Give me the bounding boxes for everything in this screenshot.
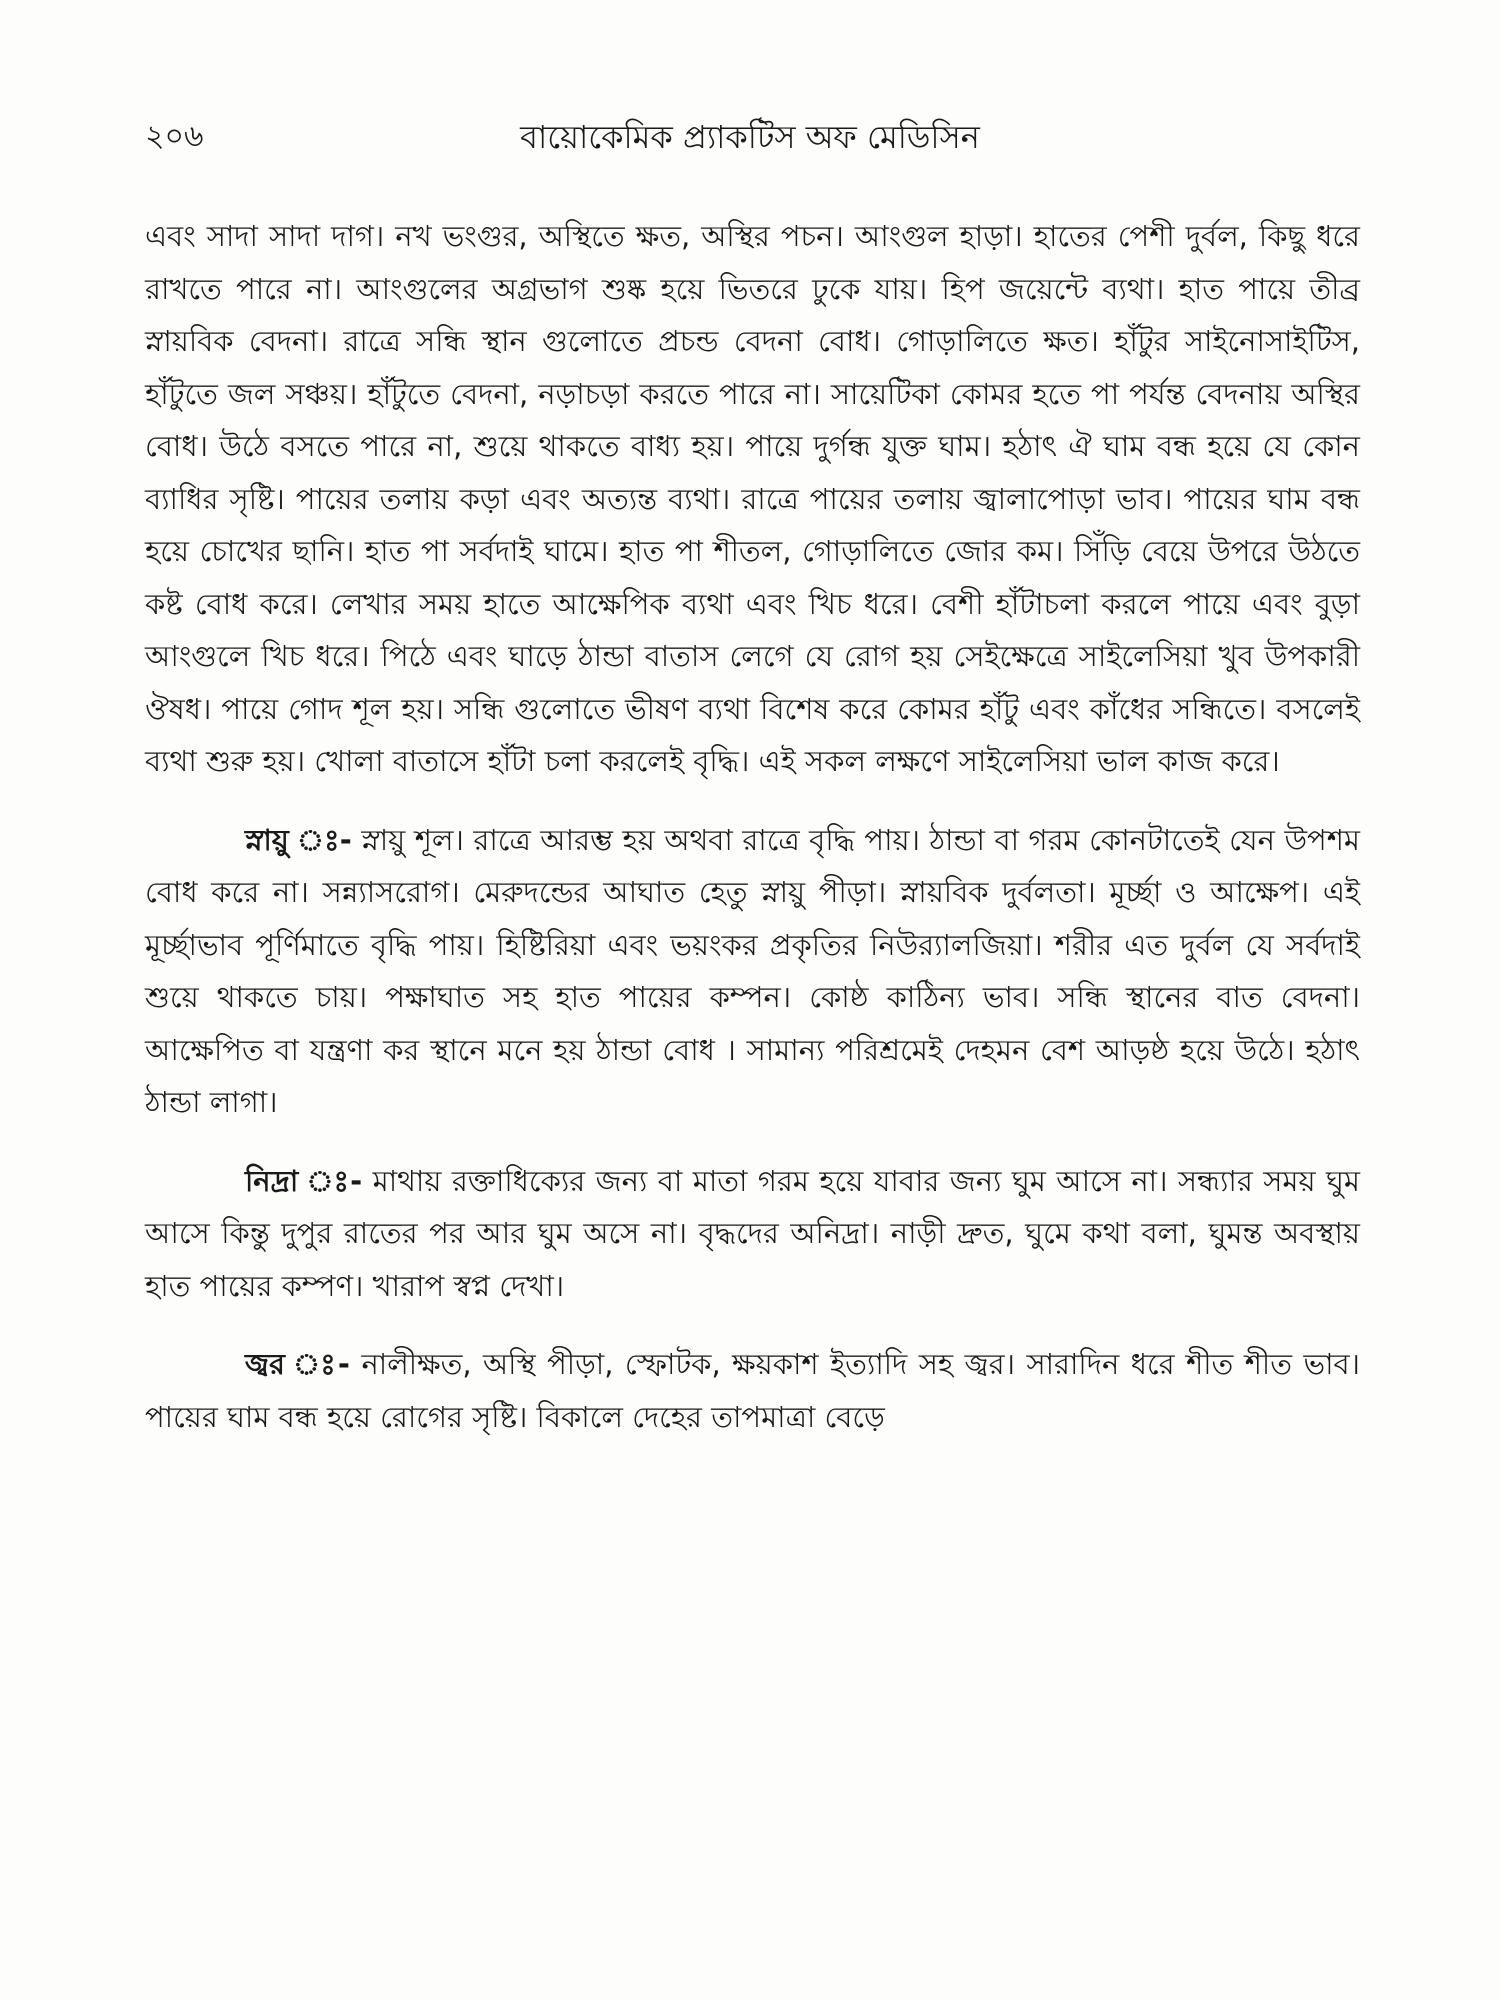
running-title: বায়োকেমিক প্র্যাকটিস অফ মেডিসিন [520, 118, 980, 156]
paragraph-sleep [145, 1155, 1360, 1313]
paragraph-text: মাথায় রক্তাধিক্যের জন্য বা মাতা গরম হয়ে যাবার জন্য ঘুম আসে না। সন্ধ্যার সময় ঘুম আসে কিন্তু দুপুর রাতের পর আর ঘুম অসে না। বৃদ্ধদের অনিদ্রা। নাড়ী দ্রুত, ঘুমে কথা বলা, ঘুমন্ত অবস্থায় হাত পায়ের কম্পণ। খারাপ স্বপ্ন দেখা। [145, 1163, 1361, 1303]
body-text [145, 210, 1360, 1469]
paragraph-text: নালীক্ষত, অস্থি পীড়া, স্ফোটক, ক্ষয়কাশ ইত্যাদি সহ জ্বর। সারাদিন ধরে শীত শীত ভাব। পায়ের ঘাম বন্ধ হয়ে রোগের সৃষ্টি। বিকালে দেহের তাপমাত্রা বেড়ে [145, 1347, 1360, 1434]
paragraph-nerves [145, 814, 1360, 1129]
paragraph-continuation [145, 210, 1360, 788]
section-heading-fever: জ্বর ঃ- [245, 1347, 350, 1381]
paragraph-text: এবং সাদা সাদা দাগ। নখ ভংগুর, অস্থিতে ক্ষত, অস্থির পচন। আংগুল হাড়া। হাতের পেশী দুর্বল, কিছু ধরে রাখতে পারে না। আংগুলের অগ্রভাগ শুষ্ক হয়ে ভিতরে ঢুকে যায়। হিপ জয়েন্টে ব্যথা। হাত পায়ে তীব্র স্নায়বিক বেদনা। রাত্রে সন্ধি স্থান গুলোতে প্রচন্ড বেদনা বোধ। গোড়ালিতে ক্ষত। হাঁটুর সাইনোসাইটিস, হাঁটুতে জল সঞ্চয়। হাঁটুতে বেদনা, নড়াচড়া করতে পারে না। সায়েটিকা কোমর হতে পা পর্যন্ত বেদনায় অস্থির বোধ। উঠে বসতে পারে না, শুয়ে থাকতে বাধ্য হয়। পায়ে দুর্গন্ধ যুক্ত ঘাম। হঠাৎ ঐ ঘাম বন্ধ হয়ে যে কোন ব্যাধির সৃষ্টি। পায়ের তলায় কড়া এবং অত্যন্ত ব্যথা। রাত্রে পায়ের তলায় জ্বালাপোড়া ভাব। পায়ের ঘাম বন্ধ হয়ে চোখের ছানি। হাত পা সর্বদাই ঘামে। হাত পা শীতল, গোড়ালিতে জোর কম। সিঁড়ি বেয়ে উপরে উঠতে কষ্ট বোধ করে। লেখার সময় হাতে আক্ষেপিক ব্যথা এবং খিচ ধরে। বেশী হাঁটাচলা করলে পায়ে এবং বুড়া আংগুলে খিচ ধরে। পিঠে এবং ঘাড়ে ঠান্ডা বাতাস লেগে যে রোগ হয় সেইক্ষেত্রে সাইলেসিয়া খুব উপকারী ঔষধ। পায়ে গোদ শূল হয়। সন্ধি গুলোতে ভীষণ ব্যথা বিশেষ করে কোমর হাঁটু এবং কাঁধের সন্ধিতে। বসলেই ব্যথা শুরু হয়। খোলা বাতাসে হাঁটা চলা করলেই বৃদ্ধি। এই সকল লক্ষণে সাইলেসিয়া ভাল কাজ করে। [145, 219, 1360, 778]
page-header [145, 112, 1355, 162]
paragraph-fever [145, 1338, 1360, 1443]
paragraph-text: স্নায়ু শূল। রাত্রে আরম্ভ হয় অথবা রাত্রে বৃদ্ধি পায়। ঠান্ডা বা গরম কোনটাতেই যেন উপশম বোধ করে না। সন্ন্যাসরোগ। মেরুদন্ডের আঘাত হেতু স্নায়ু পীড়া। স্নায়বিক দুর্বলতা। মূর্চ্ছা ও আক্ষেপ। এই মূর্চ্ছাভাব পূর্ণিমাতে বৃদ্ধি পায়। হিষ্টিরিয়া এবং ভয়ংকর প্রকৃতির নিউর‍্যালজিয়া। শরীর এত দুর্বল যে সর্বদাই শুয়ে থাকতে চায়। পক্ষাঘাত সহ হাত পায়ের কম্পন। কোষ্ঠ কাঠিন্য ভাব। সন্ধি স্থানের বাত বেদনা। আক্ষেপিত বা যন্ত্রণা কর স্থানে মনে হয় ঠান্ডা বোধ । সামান্য পরিশ্রমেই দেহমন বেশ আড়ষ্ঠ হয়ে উঠে। হঠাৎ ঠান্ডা লাগা। [145, 822, 1360, 1119]
page-number: ২০৬ [145, 119, 204, 154]
section-heading-sleep: নিদ্রা ঃ- [245, 1163, 363, 1198]
section-heading-nerves: স্নায়ু ঃ- [245, 822, 352, 857]
